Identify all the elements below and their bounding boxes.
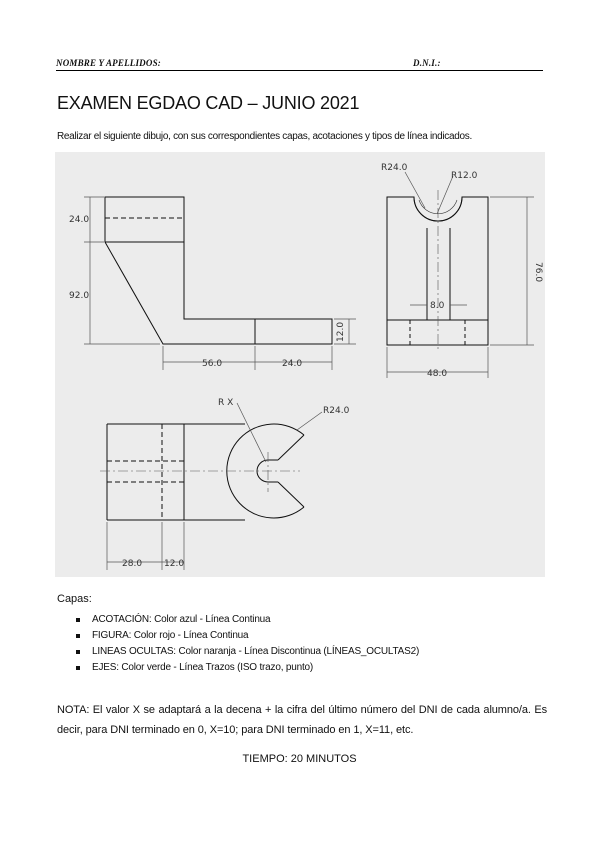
bullet-icon: [76, 666, 80, 670]
list-item: ACOTACIÓN: Color azul - Línea Continua: [76, 612, 419, 628]
dim-r24-bottom: R24.0: [323, 406, 350, 416]
page-title: EXAMEN EGDAO CAD – JUNIO 2021: [57, 93, 360, 113]
bullet-icon: [76, 634, 80, 638]
time-limit: TIEMPO: 20 MINUTOS: [242, 753, 357, 765]
bullet-icon: [76, 650, 80, 654]
dim-12-vertical: 12.0: [336, 321, 346, 342]
dim-24-horizontal: 24.0: [282, 359, 303, 369]
name-label: NOMBRE Y APELLIDOS:: [56, 58, 161, 68]
dim-r24-top: R24.0: [381, 163, 408, 173]
dni-label: D.N.I.:: [413, 58, 441, 68]
dim-rx: R X: [218, 398, 234, 408]
layers-title: Capas:: [57, 593, 92, 605]
dim-76-vertical: 76.0: [533, 262, 543, 283]
dim-48-horizontal: 48.0: [427, 369, 448, 379]
intro-text: Realizar el siguiente dibujo, con sus correspondientes capas, acotaciones y tipos de línea indicados.: [57, 131, 472, 142]
dim-24-vertical: 24.0: [69, 215, 90, 225]
dim-56-horizontal: 56.0: [202, 359, 223, 369]
dim-92-vertical: 92.0: [69, 291, 90, 301]
dim-r12: R12.0: [451, 171, 478, 181]
list-item: EJES: Color verde - Línea Trazos (ISO trazo, punto): [76, 660, 419, 676]
list-item: FIGURA: Color rojo - Línea Continua: [76, 628, 419, 644]
layers-list: [76, 612, 419, 676]
dim-8: 8.0: [430, 301, 445, 311]
header-bar: [56, 56, 543, 71]
dim-28-horizontal: 28.0: [122, 559, 143, 569]
list-item: LINEAS OCULTAS: Color naranja - Línea Discontinua (LÍNEAS_OCULTAS2): [76, 644, 419, 660]
note-text: NOTA: El valor X se adaptará a la decena + la cifra del último número del DNI de cada alumno/a. Es decir, para DNI terminado en 0, X=10; para DNI terminado en 1, X=11, etc.: [57, 704, 547, 736]
technical-drawing: [55, 152, 545, 577]
dim-12-horizontal: 12.0: [164, 559, 185, 569]
bullet-icon: [76, 618, 80, 622]
